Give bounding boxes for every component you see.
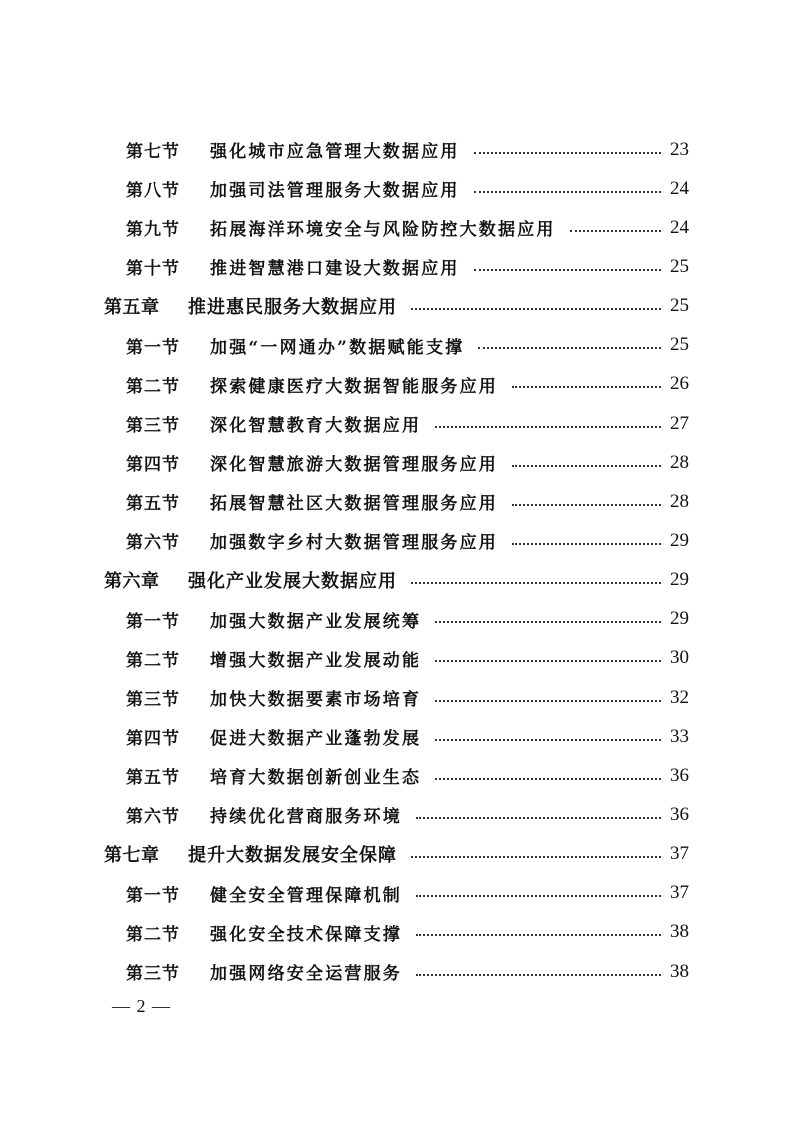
toc-entry	[0, 521, 793, 560]
entry-page-number: 25	[670, 334, 689, 356]
toc-entry	[0, 952, 793, 991]
dot-leader	[512, 386, 661, 388]
toc-entry	[0, 443, 793, 482]
entry-number: 第一节	[126, 337, 180, 358]
dot-leader	[512, 465, 661, 467]
entry-title: 加强大数据产业发展统筹	[210, 611, 422, 632]
entry-page-number: 25	[670, 255, 689, 277]
dot-leader	[435, 621, 661, 623]
entry-title: 健全安全管理保障机制	[210, 885, 402, 906]
entry-page-number: 32	[670, 686, 689, 708]
entry-title: 强化城市应急管理大数据应用	[210, 142, 460, 163]
dot-leader	[435, 739, 661, 741]
entry-number: 第二节	[126, 650, 180, 671]
dot-leader	[474, 152, 661, 154]
entry-number: 第八节	[126, 181, 180, 202]
dot-leader	[435, 426, 661, 428]
entry-page-number: 27	[670, 412, 689, 434]
entry-title: 培育大数据创新创业生态	[210, 768, 422, 789]
entry-title: 加快大数据要素市场培育	[210, 690, 422, 711]
chapter-title: 强化产业发展大数据应用	[188, 571, 397, 593]
entry-number: 第九节	[126, 220, 180, 241]
entry-title: 加强司法管理服务大数据应用	[210, 181, 460, 202]
entry-title: 深化智慧旅游大数据管理服务应用	[210, 455, 498, 476]
toc-entry	[0, 130, 793, 169]
entry-page-number: 37	[670, 882, 689, 904]
entry-number: 第五节	[126, 494, 180, 515]
toc-entry	[0, 169, 793, 208]
chapter-number: 第五章	[104, 297, 160, 319]
dot-leader	[474, 269, 661, 271]
dot-leader	[416, 934, 661, 936]
dot-leader	[512, 504, 661, 506]
dot-leader	[478, 347, 661, 349]
entry-page-number: 36	[670, 764, 689, 786]
entry-number: 第二节	[126, 924, 180, 945]
dot-leader	[435, 700, 661, 702]
toc-chapter-entry	[0, 561, 793, 600]
entry-number: 第三节	[126, 690, 180, 711]
toc-entry	[0, 795, 793, 834]
entry-page-number: 26	[670, 373, 689, 395]
page-footer-number: — 2 —	[112, 996, 171, 1016]
toc-entry	[0, 717, 793, 756]
entry-title: 拓展智慧社区大数据管理服务应用	[210, 494, 498, 515]
entry-title: 增强大数据产业发展动能	[210, 650, 422, 671]
dot-leader	[416, 974, 661, 976]
entry-number: 第十节	[126, 259, 180, 280]
entry-page-number: 28	[670, 451, 689, 473]
entry-page-number: 24	[670, 177, 689, 199]
toc-entry	[0, 365, 793, 404]
entry-number: 第三节	[126, 964, 180, 985]
dot-leader	[474, 191, 661, 193]
entry-number: 第四节	[126, 729, 180, 750]
entry-page-number: 23	[670, 138, 689, 160]
chapter-number: 第七章	[104, 845, 160, 867]
dot-leader	[570, 230, 661, 232]
entry-page-number: 30	[670, 647, 689, 669]
toc-entry	[0, 482, 793, 521]
entry-number: 第五节	[126, 768, 180, 789]
entry-title: 深化智慧教育大数据应用	[210, 416, 422, 437]
entry-number: 第六节	[126, 807, 180, 828]
dot-leader	[435, 778, 661, 780]
entry-number: 第七节	[126, 142, 180, 163]
chapter-title: 推进惠民服务大数据应用	[188, 297, 397, 319]
entry-number: 第四节	[126, 455, 180, 476]
entry-page-number: 29	[670, 529, 689, 551]
entry-title: 加强数字乡村大数据管理服务应用	[210, 533, 498, 554]
dot-leader	[512, 543, 661, 545]
entry-number: 第六节	[126, 533, 180, 554]
toc-entry	[0, 756, 793, 795]
entry-page-number: 37	[670, 843, 689, 865]
dot-leader	[416, 895, 661, 897]
toc-entry	[0, 913, 793, 952]
entry-title: 促进大数据产业蓬勃发展	[210, 729, 422, 750]
entry-title: 持续优化营商服务环境	[210, 807, 402, 828]
entry-number: 第一节	[126, 885, 180, 906]
toc-entry	[0, 600, 793, 639]
toc-entry	[0, 874, 793, 913]
toc-entry	[0, 326, 793, 365]
chapter-number: 第六章	[104, 571, 160, 593]
dot-leader	[411, 856, 661, 858]
entry-page-number: 29	[670, 608, 689, 630]
toc-entry	[0, 208, 793, 247]
entry-page-number: 38	[670, 960, 689, 982]
entry-title: 加强“一网通办”数据赋能支撑	[210, 337, 465, 358]
entry-page-number: 24	[670, 216, 689, 238]
entry-number: 第二节	[126, 376, 180, 397]
dot-leader	[411, 582, 661, 584]
dot-leader	[435, 660, 661, 662]
dot-leader	[416, 817, 661, 819]
toc-entry	[0, 678, 793, 717]
entry-page-number: 29	[670, 569, 689, 591]
entry-page-number: 36	[670, 803, 689, 825]
toc-chapter-entry	[0, 835, 793, 874]
entry-number: 第三节	[126, 416, 180, 437]
entry-title: 强化安全技术保障支撑	[210, 924, 402, 945]
entry-number: 第一节	[126, 611, 180, 632]
chapter-title: 提升大数据发展安全保障	[188, 845, 397, 867]
entry-title: 加强网络安全运营服务	[210, 964, 402, 985]
entry-page-number: 33	[670, 725, 689, 747]
entry-title: 探索健康医疗大数据智能服务应用	[210, 376, 498, 397]
toc-entry	[0, 247, 793, 286]
entry-page-number: 38	[670, 921, 689, 943]
entry-page-number: 28	[670, 490, 689, 512]
toc-entry	[0, 404, 793, 443]
dot-leader	[411, 308, 661, 310]
entry-title: 推进智慧港口建设大数据应用	[210, 259, 460, 280]
toc-entry	[0, 639, 793, 678]
entry-page-number: 25	[670, 295, 689, 317]
table-of-contents	[0, 130, 793, 991]
entry-title: 拓展海洋环境安全与风险防控大数据应用	[210, 220, 556, 241]
toc-chapter-entry	[0, 287, 793, 326]
